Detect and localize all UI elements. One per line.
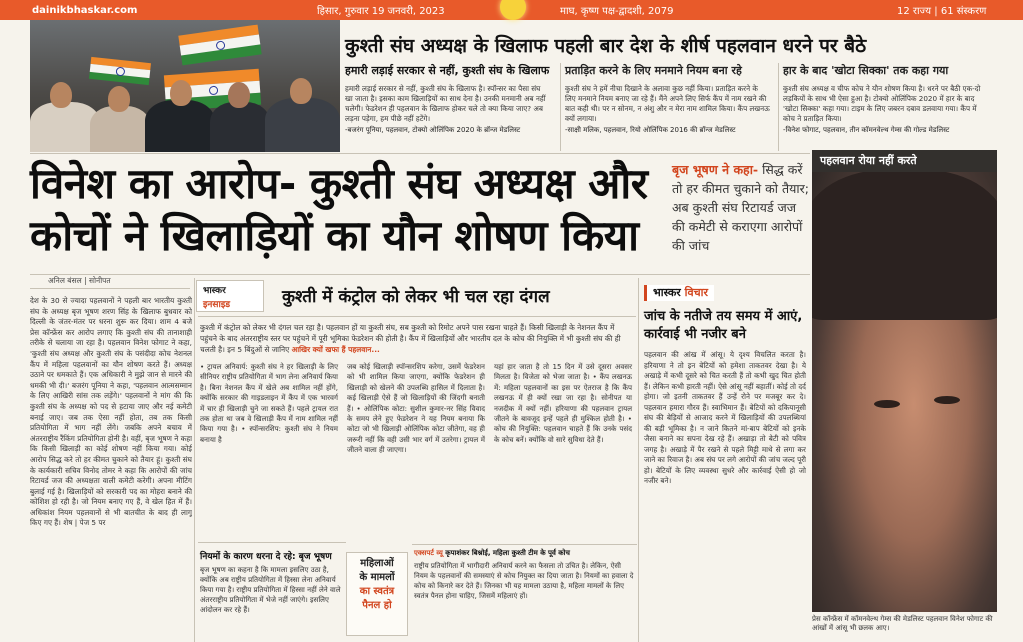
photo-banner: पहलवान रोया नहीं करते [812,150,997,172]
quote-heading: हार के बाद 'खोटा सिक्का' तक कहा गया [783,64,949,77]
expert-view [412,544,637,642]
divider [30,288,190,289]
women-panel-box [346,552,408,636]
vichar-badge [644,285,714,301]
vinesh-photo [812,150,997,612]
masthead [0,0,1023,20]
divider [30,274,810,275]
rules-text: बृज भूषण का कहना है कि मामला इसलिए उठा है, क्योंकि अब राष्ट्रीय प्रतियोगिता में हिस्सा लेना अनिवार्य किया गया है। राष्ट्रीय प्रतियोगिता में हिस्सा नहीं लेने वाले अंतरराष्ट्रीय प्रतियोगिता में भेजे नहीं जाएंगे। इसलिए आंदोलन कर रहे हैं। [200,565,341,614]
top-quotes [345,63,990,153]
divider [778,63,779,151]
expert-tag: एक्सपर्ट व्यू [414,549,443,557]
eye [874,400,900,408]
quote-heading: प्रताड़ित करने के लिए मनमाने नियम बना रहे [565,64,742,77]
quote-text: हमारी लड़ाई सरकार से नहीं, कुश्ती संघ के खिलाफ है। स्पॉन्सर का पैसा संघ खा जाता है। इसका काम खिलाड़ियों का साथ देना है। उनकी मनमानी अब नहीं चलेगी। फेडरेशन ही पहलवान के खिलाफ होकर चले तो क्या किया जाए? अब लड़ना पड़ेगा, हम पीछे नहीं हटेंगे। [345,84,546,123]
insight-intro [200,322,632,355]
side-headline-lead: बृज भूषण ने कहा- [672,162,759,177]
issue-date: हिसार, गुरुवार 19 जनवरी, 2023 [317,6,445,17]
eye [934,396,960,404]
women-line2: के मामलों [359,572,395,583]
insight-col-3: यहां हार जाता है तो 15 दिन में उसे दूसरा अवसर मिलता है। विजेता को भेजा जाता है। • कैंप लखनऊ में: महिला पहलवानों का इस पर ऐतराज है कि कैंप लखनऊ में ही क्यों रखा जा रहा है। सोनीपत या नजदीक में क्यों नहीं। हरियाणा की पहलवान ट्रायल जीतने के बावजूद इन्हें पहले ही मुश्किल होती है। • कोच की नियुक्ति: पहलवान चाहते हैं कि उनके पसंद के कोच बनें। क्योंकि वो सारे सुविधा देते हैं। [494,362,632,444]
insight-badge-line1: भास्कर [203,286,226,296]
hair [812,170,997,320]
sun-icon [500,0,526,20]
rules-heading: नियमों के कारण धरना दे रहे: बृज भूषण [200,552,332,562]
insight-columns [200,362,632,532]
quote-vinesh [783,63,988,153]
photo-caption: प्रेस कॉन्फ्रेंस में कॉमनवेल्थ गेम्स की मेडलिस्ट पहलवान विनेश फोगाट की आंखों में आंसू भी छलक आए। [812,615,993,632]
edition-count: 12 राज्य | 61 संस्करण [897,6,987,17]
insight-intro-more: आखिर क्यों खफा हैं पहलवान... [291,345,380,354]
divider [560,63,561,151]
expert-text: राष्ट्रीय प्रतियोगिता में भागीदारी अनिवार्य करने का फैसला तो उचित है। लेकिन, ऐसी नियम के पहलवानों की समस्याएं से कोच नियुक्त का दिया जाता है। नियमों का हवाला दे कोच को किनारे कर देते हैं। जिनका भी यह मामला उठाया है, महिला मामलों के लिए स्वतंत्र पैनल होना चाहिए, जिसमें महिलाएं हों। [414,562,634,600]
protest-photo [30,20,340,152]
insight-badge [196,280,264,312]
quote-heading: हमारी लड़ाई सरकार से नहीं, कुश्ती संघ के खिलाफ [345,64,550,77]
vichar-badge-a: भास्कर [653,286,681,299]
quote-signature: -विनेश फोगाट, पहलवान, तीन कॉमनवेल्थ गेम्स की गोल्ड मेडलिस्ट [783,126,950,134]
women-line1: महिलाओं [360,558,394,569]
women-line4: पैनल हो [362,600,392,611]
insight-col-1: • ट्रायल अनिवार्य: कुश्ती संघ ने हर खिलाड़ी के लिए सीनियर राष्ट्रीय प्रतियोगिता में भाग लेना अनिवार्य किया है। बिना नेशनल कैंप में खेले अब शामिल नहीं होंगे, क्योंकि सरकार की गाइडलाइन में कैंप में एक भारवर्ग में चार ही खिलाड़ी चुने जा सकते हैं। पहले ट्रायल रात तक होता था जब वे खिलाड़ी कैंप में नाम शामिल नहीं किया गया है। • स्पॉन्सरशिप: कुश्ती संघ ने नियम बनाया है [200,362,338,444]
divider [194,278,195,642]
quote-signature: -बजरंग पूनिया, पहलवान, टोक्यो ओलिंपिक 2020 के ब्रॉन्ज मेडलिस्ट [345,126,521,134]
insight-intro-text: कुश्ती में कंट्रोल को लेकर भी दंगल चल रहा है। पहलवान हों या कुश्ती संघ, सब कुश्ती को रिमोट अपने पास रखना चाहते हैं। किसी खिलाड़ी के नेशनल कैंप में पहुंचने के बाद अंतरराष्ट्रीय स्तर पर पहुंचने में पूरी भूमिका फेडरेशन की होती है। कैंप में खिलाड़ियों और भारतीय दल के कोच की नियुक्ति में भी कुश्ती संघ की ही चलती है। इन 5 बिंदुओं से जानिए [200,323,621,354]
rules-box [198,542,346,642]
expert-heading [414,549,635,558]
insight-badge-line2: इनसाइड [203,300,231,310]
byline: अनिल बंसल | सोनीपत [48,276,111,285]
main-headline-line2: कोचों ने खिलाड़ियों का यौन शोषण किया [30,211,639,260]
divider [198,316,636,317]
panchang-date: माघ, कृष्ण पक्ष-द्वादशी, 2079 [560,6,674,17]
flag-icon [178,25,261,66]
vichar-headline: जांच के नतीजे तय समय में आएं, कार्रवाई भी नजीर बने [644,309,803,342]
site-name: dainikbhaskar.com [32,4,138,16]
insight-col-2: जब कोई खिलाड़ी स्पॉन्सरशिप करेगा, उसमें फेडरेशन को भी शामिल किया जाएगा, क्योंकि फेडरेशन ही खिलाड़ी को खेलने की उपलब्धि हासिल में दिलाता है। कई खिलाड़ी ऐसे हैं जो खिलाड़ियों की जिंदगी बनाती हैं। • ओलिंपिक कोटा: सुशील कुमार-नर सिंह विवाद के समय लेने हुए फेडरेशन ने यह नियम बनाया कि कोटा जो भी खिलाड़ी ओलिंपिक कोटा जीतेगा, वह ही जरूरी नहीं कि वही उसी भार वर्ग में उतरेगा। ट्रायल में जीतने वाला ही जाएगा। [347,362,485,455]
main-story-body: देश के 30 से ज्यादा पहलवानों ने पहली बार भारतीय कुश्ती संघ के अध्यक्ष बृज भूषण शरण सिंह के खिलाफ बुधवार को दिल्ली के जंतर-मंतर पर धरना शुरू कर दिया। शाम 4 बजे प्रेस कॉन्फ्रेंस कर आरोप लगाए कि कुश्ती संघ की तानाशाही तरीके से चलाया जा रहा है। पहलवान विनेश फोगाट ने कहा, 'कुश्ती संघ अध्यक्ष और कुश्ती संघ के पसंदीदा कोच नेशनल कैंप में महिला पहलवानों का यौन शोषण करते हैं। अध्यक्ष उठाने पर धमकाते हैं। एक अधिकारी ने मुझे जान से मारने की धमकी भी दी।' बजरंग पूनिया ने कहा, 'पहलवान आत्मसम्मान के लिए आखिरी सांस तक लड़ेंगे।' पहलवानों ने मांग की कि कुश्ती संघ के अध्यक्ष को पद से हटाया जाए और नई कमेटी बनाई जाए। जब तक ऐसा नहीं होता, तब तक किसी प्रतियोगिता में भाग नहीं लेंगे। जबकि अपने बचाव में अंतरराष्ट्रीय रैंकिंग प्रतियोगिता होनी है। वहीं, बृज भूषण ने कहा कि किसी खिलाड़ी का कोई शोषण नहीं किया गया। कोई आरोप सिद्ध करे तो हर कीमत चुकाने को तैयार हूं। कुश्ती संघ के कार्यकारी सचिव विनोद तोमर ने कहा कि आरोपों की जांच रिटायर्ड जज की अध्यक्षता वाली कमेटी करेगी। अपना मीटिंग बुलाई गई है। खिलाड़ियों को सरकारी पद का मोहरा बनाने की कोशिश हो रही है। जो नियम बनाए गए हैं, वे खेल हित में हैं। अधिकांश नियम पहलवानों से भी बातचीत के बाद ही लागू किए गए हैं। शेष | पेज 5 पर [30,296,192,528]
quote-bajrang [345,63,550,153]
vichar-text: पहलवान की आंख में आंसू। ये दृश्य विचलित करता है। हरियाणा ने तो इन बेटियों को हमेशा ताकतवर देखा है। ये अखाड़े में कभी दूसरे को चित करती हैं तो कभी खुद चित होती हैं। लेकिन कभी हारती नहीं। ऐसे आंसू नहीं बहातीं। कोई तो दर्द होगा। जो इतनी ताकतवर हैं उन्हें रोने पर मजबूर कर दे। पहलवान हमारा गौरव हैं। स्वाभिमान हैं। बेटियों को दकियानूसी संघ की बेड़ियों से आजाद करने में खिलाड़ियों की उपलब्धियां की बड़ी भूमिका है। न जाने कितने मां-बाप बेटियों को इनके जैसा बनाने का सपना देख रहे हैं। अखाड़ा तो बेटी को पवित्र जगह है। अखाड़े में पैर रखने से पहले मिट्टी माथे से लगा कर जाने का रिवाज है। अब संघ पर लगे आरोपों की जांच जल्द पूरी हो। बेटियों के लिए व्यवस्था सुधरे और कार्रवाई ऐसी हो जो नजीर बने। [644,350,806,485]
expert-name: कृपाशंकर बिश्नोई, महिला कुश्ती टीम के पूर्व कोच [445,549,570,557]
main-headline [30,158,670,268]
quote-text: कुश्ती संघ ने हमें नीचा दिखाने के अलावा कुछ नहीं किया। प्रताड़ित करने के लिए मनमाने नियम बनाए जा रहे हैं। मैंने अपने लिए सिर्फ कैंप में नाम रखने की बात कही थी। पर न सोनम, न अंशु और न मेरा नाम शामिल किया। कैंप लखनऊ क्यों लगाया। [565,84,770,123]
quote-signature: -साक्षी मलिक, पहलवान, रियो ओलिंपिक 2016 की ब्रॉन्ज मेडलिस्ट [565,126,736,134]
main-headline-line1: विनेश का आरोप- कुश्ती संघ अध्यक्ष और [30,159,648,208]
divider [638,278,639,642]
side-headline-rest: सिद्ध करें तो हर कीमत चुकाने को तैयार; अब कुश्ती संघ रिटायर्ड जज की कमेटी से कराएगा आरोपों की जांच [672,162,809,253]
insight-headline: कुश्ती में कंट्रोल को लेकर भी चल रहा दंगल [282,287,550,307]
crowd [30,72,340,152]
top-headline: कुश्ती संघ अध्यक्ष के खिलाफ पहली बार देश के शीर्ष पहलवान धरने पर बैठे [345,35,867,57]
divider [30,153,810,154]
vichar-badge-b: विचार [684,286,708,299]
women-line3: का स्वतंत्र [359,586,395,597]
quote-sakshi [565,63,770,153]
quote-text: कुश्ती संघ अध्यक्ष व चीफ कोच ने यौन शोषण किया है। धरने पर बैठी एक-दो लड़कियों के साथ भी ऐसा हुआ है। टोक्यो ओलिंपिक 2020 में हार के बाद 'खोटा सिक्का' कहा गया। टाइम के लिए जबरन दबाव डलवाया गया। कैंप में कोच ने प्रताड़ित किया। [783,84,981,123]
side-headline [672,160,812,255]
